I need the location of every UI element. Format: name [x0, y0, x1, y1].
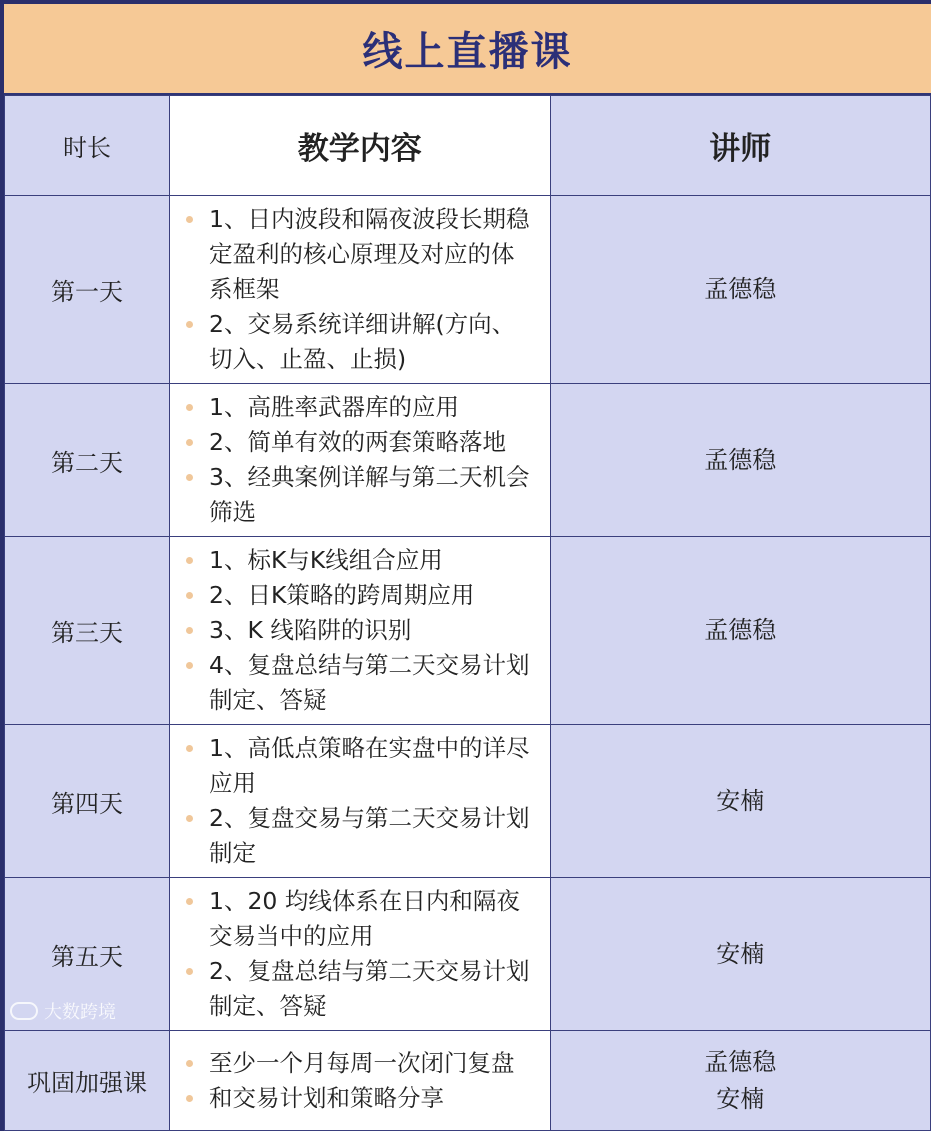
day-cell: 第四天: [5, 725, 170, 878]
list-item: 和交易计划和策略分享: [186, 1081, 538, 1116]
teacher-name: 安楠: [716, 939, 765, 968]
content-cell: [170, 878, 551, 1031]
content-cell: [170, 1031, 551, 1131]
content-cell: [170, 196, 551, 384]
list-item: 4、复盘总结与第二天交易计划制定、答疑: [186, 648, 538, 718]
course-schedule: [4, 4, 931, 1113]
list-item: 2、复盘总结与第二天交易计划制定、答疑: [186, 954, 538, 1024]
teacher-name: 安楠: [716, 1084, 765, 1113]
teacher-cell: [550, 878, 931, 1031]
table-row: [5, 878, 931, 1031]
list-item: 2、复盘交易与第二天交易计划制定: [186, 801, 538, 871]
day-cell: 巩固加强课: [5, 1031, 170, 1131]
watermark-text: 大数跨境: [44, 1002, 116, 1023]
schedule-table: [4, 95, 931, 1131]
watermark-logo-icon: [10, 1002, 38, 1020]
teacher-name: 安楠: [716, 786, 765, 815]
header-teacher: 讲师: [550, 96, 931, 196]
list-item: 2、日K策略的跨周期应用: [186, 578, 538, 613]
list-item: 至少一个月每周一次闭门复盘: [186, 1046, 538, 1081]
table-row: [5, 384, 931, 537]
table-row: [5, 1031, 931, 1131]
day-cell: 第二天: [5, 384, 170, 537]
list-item: 2、简单有效的两套策略落地: [186, 425, 538, 460]
teacher-cell: [550, 1031, 931, 1131]
content-cell: [170, 725, 551, 878]
teacher-cell: [550, 384, 931, 537]
content-cell: [170, 537, 551, 725]
day-cell: 第三天: [5, 537, 170, 725]
content-cell: [170, 384, 551, 537]
list-item: 1、高低点策略在实盘中的详尽应用: [186, 731, 538, 801]
day-cell: 第五天: [5, 878, 170, 1031]
header-duration: 时长: [5, 96, 170, 196]
list-item: 1、高胜率武器库的应用: [186, 390, 538, 425]
list-item: 2、交易系统详细讲解(方向、切入、止盈、止损): [186, 307, 538, 377]
content-list: [186, 1046, 538, 1116]
table-row: [5, 196, 931, 384]
teacher-name: 孟德稳: [704, 616, 777, 644]
content-list: [186, 390, 538, 530]
teacher-cell: [550, 537, 931, 725]
title-bar: [4, 4, 931, 95]
table-row: [5, 725, 931, 878]
list-item: 1、日内波段和隔夜波段长期稳定盈利的核心原理及对应的体系框架: [186, 202, 538, 307]
teacher-cell: [550, 196, 931, 384]
teacher-name: 孟德稳: [704, 1047, 777, 1076]
table-header-row: [5, 96, 931, 196]
teacher-cell: [550, 725, 931, 878]
table-row: [5, 537, 931, 725]
content-list: [186, 543, 538, 718]
list-item: 1、标K与K线组合应用: [186, 543, 538, 578]
header-content: 教学内容: [170, 96, 551, 196]
watermark: [10, 998, 116, 1024]
list-item: 3、经典案例详解与第二天机会筛选: [186, 460, 538, 530]
list-item: 1、20 均线体系在日内和隔夜交易当中的应用: [186, 884, 538, 954]
teacher-name: 孟德稳: [704, 275, 777, 303]
content-list: [186, 731, 538, 871]
content-list: [186, 202, 538, 377]
day-cell: 第一天: [5, 196, 170, 384]
content-list: [186, 884, 538, 1024]
page-title: 线上直播课: [362, 29, 573, 75]
list-item: 3、K 线陷阱的识别: [186, 613, 538, 648]
teacher-name: 孟德稳: [704, 445, 777, 474]
